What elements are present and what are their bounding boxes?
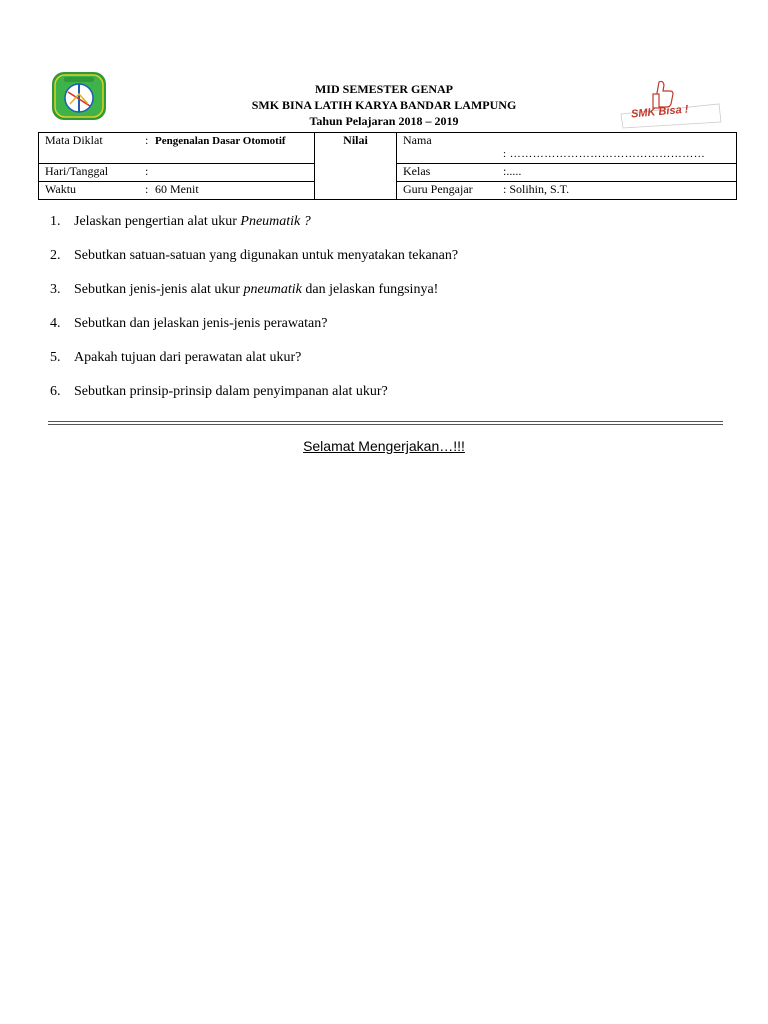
divider bbox=[48, 424, 723, 425]
kelas-label: Kelas bbox=[403, 164, 431, 178]
question-list bbox=[50, 214, 730, 418]
waktu-value: 60 Menit bbox=[155, 182, 199, 196]
question-item: 6. Sebutkan prinsip-prinsip dalam penyimpanan alat ukur? bbox=[50, 384, 388, 399]
academic-year: Tahun Pelajaran 2018 – 2019 bbox=[309, 114, 459, 128]
closing-text: Selamat Mengerjakan…!!! bbox=[303, 438, 465, 454]
info-table bbox=[38, 132, 737, 200]
badge-text: SMK Bisa ! bbox=[630, 103, 689, 121]
school-name: SMK BINA LATIH KARYA BANDAR LAMPUNG bbox=[251, 98, 517, 112]
guru-pengajar-label: Guru Pengajar bbox=[403, 182, 473, 196]
question-item: 5. Apakah tujuan dari perawatan alat ukur? bbox=[50, 350, 302, 365]
question-item: 3. Sebutkan jenis-jenis alat ukur pneumatik dan jelaskan fungsinya! bbox=[50, 282, 439, 297]
question-item: 1. Jelaskan pengertian alat ukur Pneumatik ? bbox=[50, 214, 311, 229]
nama-label: Nama bbox=[403, 133, 432, 147]
info-row-time: Waktu : 60 Menit Guru Pengajar : Solihin, S.T. bbox=[39, 182, 737, 200]
info-row-subject: Mata Diklat : Pengenalan Dasar Otomotif Nilai Nama : …………………………………………… bbox=[39, 133, 737, 164]
info-row-date: Hari/Tanggal : Kelas :..... bbox=[39, 164, 737, 182]
question-item: 4. Sebutkan dan jelaskan jenis-jenis perawatan? bbox=[50, 316, 328, 331]
divider bbox=[48, 421, 723, 422]
question-item: 2. Sebutkan satuan-satuan yang digunakan untuk menyatakan tekanan? bbox=[50, 248, 459, 263]
kelas-value[interactable]: :..... bbox=[503, 164, 522, 178]
guru-pengajar-value: : Solihin, S.T. bbox=[503, 182, 570, 196]
waktu-label: Waktu bbox=[45, 182, 77, 196]
mata-diklat-label: Mata Diklat bbox=[45, 133, 103, 147]
nilai-label: Nilai bbox=[343, 133, 368, 147]
hari-tanggal-label: Hari/Tanggal bbox=[45, 164, 109, 178]
mata-diklat-value: Pengenalan Dasar Otomotif bbox=[155, 135, 286, 147]
nama-value[interactable]: : …………………………………………… bbox=[503, 148, 706, 160]
exam-title: MID SEMESTER GENAP bbox=[314, 82, 454, 96]
